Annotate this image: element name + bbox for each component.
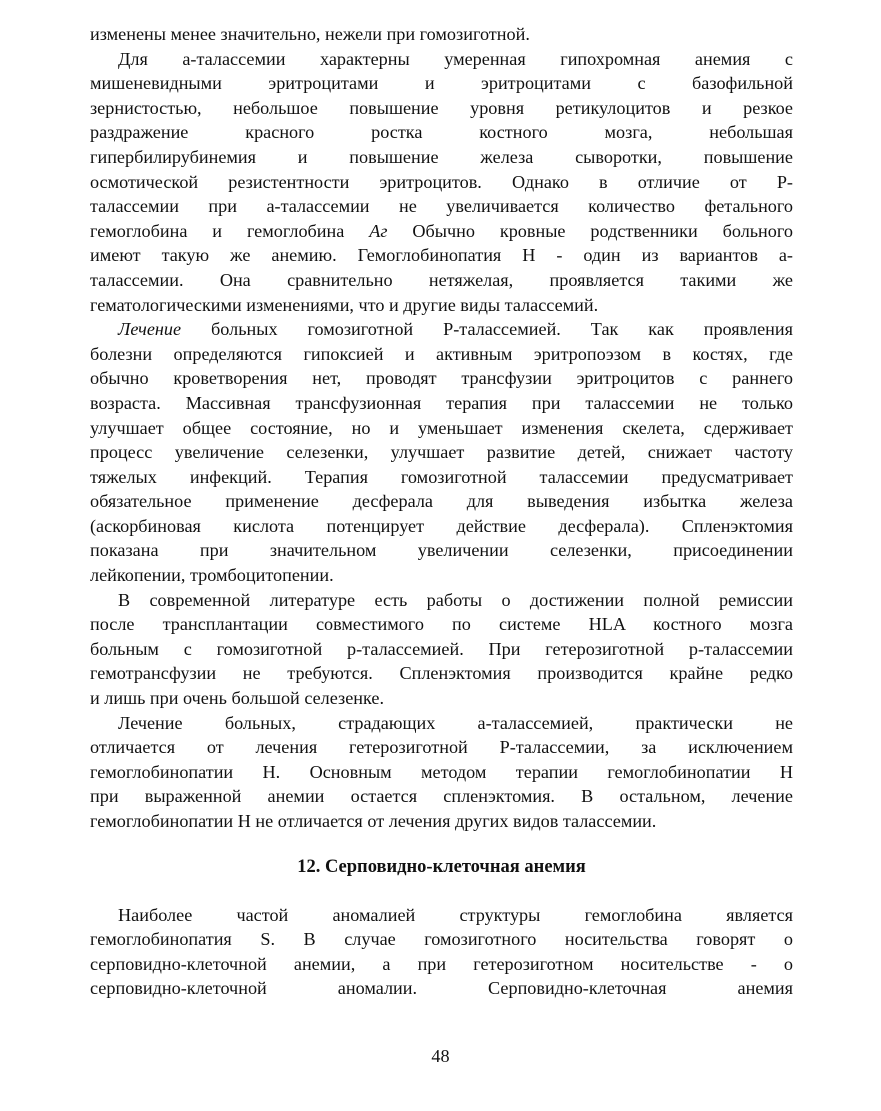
paragraph bbox=[90, 317, 793, 588]
text-line: (аскорбиновая кислота потенцирует действие десферала). Спленэктомия bbox=[90, 515, 793, 536]
text-line: возраста. Массивная трансфузионная терапия при талассемии не только bbox=[90, 392, 793, 413]
text-line: Для а-талассемии характерны умеренная гипохромная анемия с bbox=[118, 48, 793, 69]
text-line: мишеневидными эритроцитами и эритроцитами с базофильной bbox=[90, 73, 793, 94]
text-line: больным с гомозиготной р-талассемией. При гетерозиготной р-талассемии bbox=[90, 638, 793, 659]
text-line: гематологическими изменениями, что и другие виды талассемий. bbox=[90, 294, 599, 315]
text-line: улучшает общее состояние, но и уменьшает изменения скелета, сдерживает bbox=[90, 417, 793, 438]
text-line: Лечение больных, страдающих а-талассемией, практически не bbox=[118, 712, 793, 733]
text-line: Наиболее частой аномалией структуры гемоглобина является bbox=[118, 904, 793, 925]
text-line: зернистостью, небольшое повышение уровня ретикулоцитов и резкое bbox=[90, 97, 793, 118]
text-line: обязательное применение десферала для выведения избытка железа bbox=[90, 491, 793, 512]
text-line: после трансплантации совместимого по системе HLA костного мозга bbox=[90, 614, 793, 635]
text-line: серповидно-клеточной анемии, а при гетерозиготном носительстве - о bbox=[90, 953, 793, 974]
paragraph bbox=[90, 711, 793, 834]
text-fragment: Обычно кровные родственники больного bbox=[387, 220, 793, 241]
text-line: гемотрансфузии не требуются. Спленэктомия производится крайне редко bbox=[90, 663, 793, 684]
text-line: осмотической резистентности эритроцитов. Однако в отличие от Р- bbox=[90, 171, 793, 192]
page-number: 48 bbox=[431, 1046, 450, 1066]
text-line: талассемии при а-талассемии не увеличивается количество фетального bbox=[90, 196, 793, 217]
text-line: лейкопении, тромбоцитопении. bbox=[90, 565, 334, 586]
text-line bbox=[90, 317, 793, 342]
text-line: имеют такую же анемию. Гемоглобинопатия Н - один из вариантов а- bbox=[90, 245, 793, 266]
italic-fragment: Аг bbox=[369, 220, 388, 241]
text-fragment: больных гомозиготной Р-талассемией. Так как проявления bbox=[181, 319, 793, 340]
text-line: В современной литературе есть работы о достижении полной ремиссии bbox=[118, 589, 793, 610]
text-line: талассемии. Она сравнительно нетяжелая, проявляется такими же bbox=[90, 269, 793, 290]
text-line: показана при значительном увеличении селезенки, присоединении bbox=[90, 540, 793, 561]
document-page bbox=[90, 22, 793, 1001]
paragraph bbox=[90, 588, 793, 711]
text-line: болезни определяются гипоксией и активным эритропоэзом в костях, где bbox=[90, 343, 793, 364]
section-heading: 12. Серповидно-клеточная анемия bbox=[297, 856, 586, 877]
paragraph bbox=[90, 22, 793, 47]
text-line: процесс увеличение селезенки, улучшает развитие детей, снижает частоту bbox=[90, 442, 793, 463]
paragraph bbox=[90, 903, 793, 1001]
text-line: отличается от лечения гетерозиготной Р-талассемии, за исключением bbox=[90, 737, 793, 758]
text-line: гемоглобинопатия S. В случае гомозиготного носительства говорят о bbox=[90, 929, 793, 950]
text-line: гемоглобинопатии Н. Основным методом терапии гемоглобинопатии Н bbox=[90, 761, 793, 782]
text-line: изменены менее значительно, нежели при гомозиготной. bbox=[90, 24, 530, 44]
paragraph bbox=[90, 47, 793, 318]
text-line bbox=[90, 219, 793, 244]
text-line: и лишь при очень большой селезенке. bbox=[90, 688, 385, 709]
text-fragment: гемоглобина и гемоглобина bbox=[90, 220, 370, 241]
text-line: гемоглобинопатии Н не отличается от лечения других видов талассемии. bbox=[90, 811, 657, 831]
italic-fragment: Лечение bbox=[118, 319, 182, 340]
text-line: обычно кроветворения нет, проводят трансфузии эритроцитов с раннего bbox=[90, 368, 793, 389]
text-line: гипербилирубинемия и повышение железа сыворотки, повышение bbox=[90, 146, 793, 167]
text-line: раздражение красного ростка костного мозга, небольшая bbox=[90, 122, 793, 143]
text-line: серповидно-клеточной аномалии. Серповидно-клеточная анемия bbox=[90, 978, 793, 999]
text-line: тяжелых инфекций. Терапия гомозиготной талассемии предусматривает bbox=[90, 466, 793, 487]
text-line: при выраженной анемии остается спленэктомия. В остальном, лечение bbox=[90, 786, 793, 807]
